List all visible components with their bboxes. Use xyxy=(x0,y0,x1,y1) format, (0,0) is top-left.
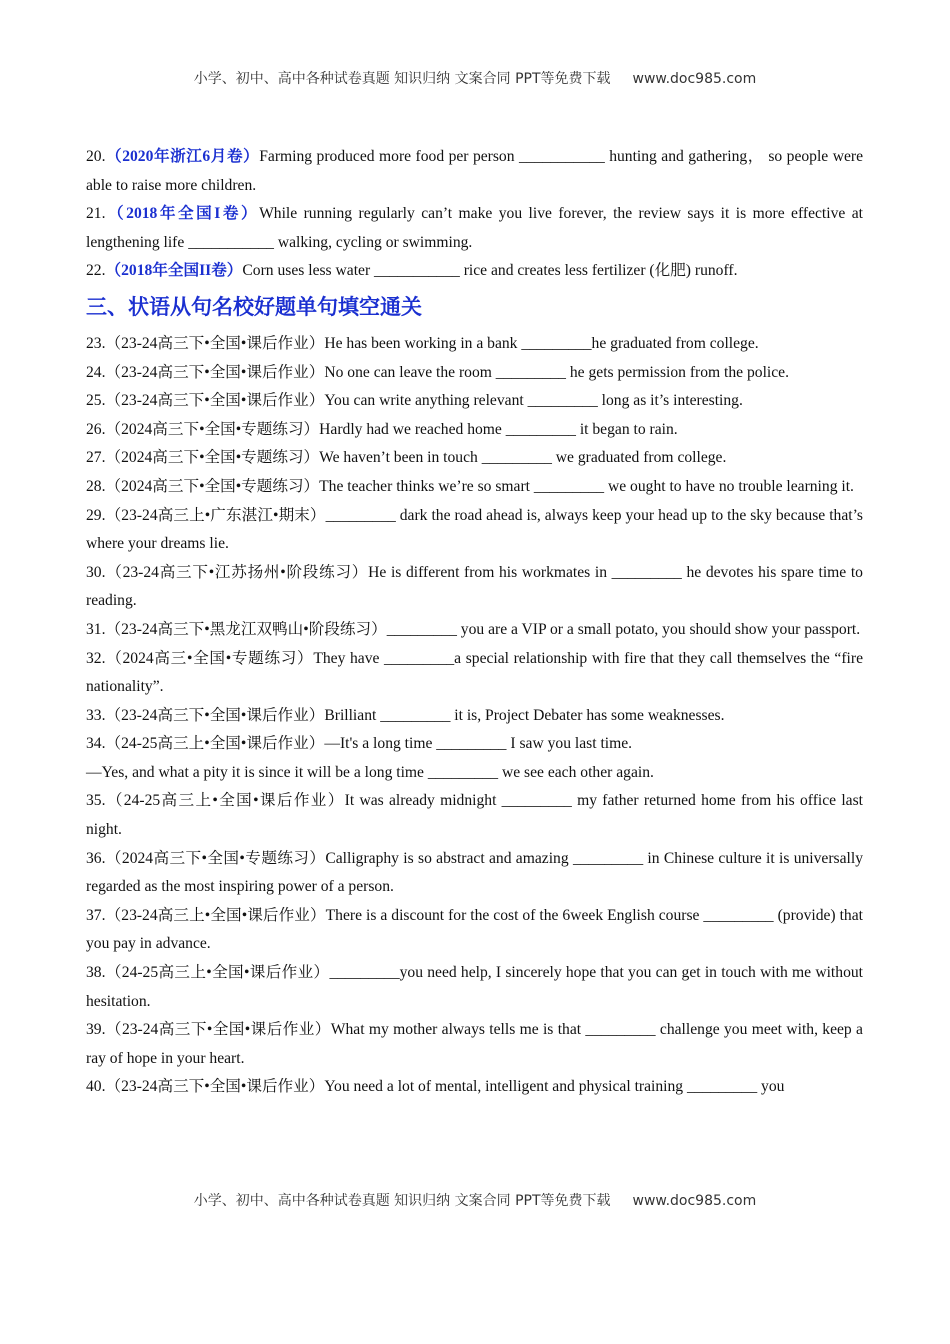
question-text: What my mother always tells me is that _________ challenge you meet with, keep a ray of hope in your heart. xyxy=(86,1021,863,1067)
question-item xyxy=(86,559,863,616)
question-item xyxy=(86,845,863,902)
question-reply: —Yes, and what a pity it is since it will be a long time _________ we see each other again. xyxy=(86,763,654,781)
question-number: 24. xyxy=(86,363,106,381)
question-source: （23-24高三下•黑龙江双鸭山•阶段练习） xyxy=(105,620,387,638)
question-text: You can write anything relevant _________ long as it’s interesting. xyxy=(324,392,743,410)
question-item xyxy=(86,1073,863,1102)
question-source: （2024高三下•全国•专题练习） xyxy=(105,477,320,495)
question-number: 31. xyxy=(86,620,106,638)
question-text: We haven’t been in touch _________ we graduated from college. xyxy=(319,449,727,467)
question-text: They have _________a special relationship with fire that they call themselves the “fire nationality”. xyxy=(86,649,863,696)
question-number: 22. xyxy=(86,262,106,280)
question-item xyxy=(86,143,863,200)
question-source: （2024高三下•全国•专题练习） xyxy=(105,849,326,867)
question-number: 27. xyxy=(86,449,106,467)
question-text: You need a lot of mental, intelligent and physical training _________ you xyxy=(324,1078,785,1096)
question-text: He is different from his workmates in _________ he devotes his spare time to reading. xyxy=(86,563,863,610)
footer-site: www.doc985.com xyxy=(632,1193,757,1209)
question-number: 25. xyxy=(86,392,106,410)
question-text: _________you need help, I sincerely hope that you can get in touch with me without hesitation. xyxy=(86,964,863,1010)
question-item xyxy=(86,902,863,959)
question-text: Farming produced more food per person ___________ hunting and gathering， so people were able to raise more children. xyxy=(86,148,863,194)
question-source: （23-24高三下•全国•课后作业） xyxy=(105,1021,331,1039)
question-source: （2020年浙江6月卷） xyxy=(105,148,260,165)
section-school-questions xyxy=(86,330,863,1102)
question-text: Brilliant _________ it is, Project Debater has some weaknesses. xyxy=(324,706,725,724)
question-source: （23-24高三下•全国•课后作业） xyxy=(105,1078,325,1096)
question-number: 26. xyxy=(86,420,106,438)
question-text: —It's a long time _________ I saw you last time. xyxy=(324,735,633,753)
question-item xyxy=(86,616,863,645)
question-source: （23-24高三下•全国•课后作业） xyxy=(105,392,325,410)
question-text: _________ you are a VIP or a small potato, you should show your passport. xyxy=(386,620,861,638)
question-text: The teacher thinks we’re so smart _________ we ought to have no trouble learning it. xyxy=(319,477,854,495)
question-source: （2024高三下•全国•专题练习） xyxy=(105,420,320,438)
question-source: （23-24高三上•广东湛江•期末） xyxy=(105,506,326,524)
question-text: He has been working in a bank _________he graduated from college. xyxy=(324,334,759,352)
question-item xyxy=(86,959,863,1016)
question-text: Calligraphy is so abstract and amazing _________ in Chinese culture it is universally regarded as the most inspiring power of a person. xyxy=(86,849,864,896)
page-header xyxy=(0,68,950,88)
question-number: 32. xyxy=(86,649,106,667)
question-source: （2024高三•全国•专题练习） xyxy=(105,649,314,667)
question-text: There is a discount for the cost of the 6week English course _________ (provide) that you pay in advance. xyxy=(86,906,863,953)
question-source: （24-25高三上•全国•课后作业） xyxy=(105,735,325,753)
question-item xyxy=(86,730,863,759)
footer-text: 小学、初中、高中各种试卷真题 知识归纳 文案合同 PPT等免费下载 xyxy=(193,1193,611,1209)
question-item xyxy=(86,200,863,257)
question-number: 28. xyxy=(86,477,106,495)
question-number: 30. xyxy=(86,563,106,581)
question-item xyxy=(86,359,863,388)
question-text: Corn uses less water ___________ rice and creates less fertilizer (化肥) runoff. xyxy=(242,262,738,280)
question-item xyxy=(86,787,863,844)
question-item xyxy=(86,330,863,359)
question-number: 40. xyxy=(86,1078,106,1096)
question-number: 35. xyxy=(86,792,106,810)
question-item xyxy=(86,444,863,473)
question-number: 33. xyxy=(86,706,106,724)
header-text: 小学、初中、高中各种试卷真题 知识归纳 文案合同 PPT等免费下载 xyxy=(193,71,611,87)
header-site: www.doc985.com xyxy=(632,71,757,87)
question-item xyxy=(86,502,863,559)
question-item xyxy=(86,473,863,502)
question-text: Hardly had we reached home _________ it began to rain. xyxy=(319,420,678,438)
question-number: 21. xyxy=(86,205,106,223)
question-source: （2024高三下•全国•专题练习） xyxy=(105,449,320,467)
question-source: （23-24高三下•全国•课后作业） xyxy=(105,706,325,724)
question-source: （24-25高三上•全国•课后作业） xyxy=(105,964,330,982)
question-item xyxy=(86,702,863,731)
section-gaokao-questions xyxy=(86,143,863,286)
question-text: It was already midnight _________ my father returned home from his office last night. xyxy=(86,792,863,839)
question-item xyxy=(86,645,863,702)
document-body xyxy=(86,143,863,1102)
question-number: 20. xyxy=(86,148,106,165)
question-text: _________ dark the road ahead is, always keep your head up to the sky because that’s where your dreams lie. xyxy=(86,506,863,553)
question-item xyxy=(86,387,863,416)
question-source: （23-24高三上•全国•课后作业） xyxy=(105,906,326,924)
question-item xyxy=(86,1016,863,1073)
question-number: 37. xyxy=(86,906,106,924)
section-title: 三、状语从句名校好题单句填空通关 xyxy=(86,294,422,319)
question-number: 39. xyxy=(86,1021,106,1039)
question-source: （2018年全国II卷） xyxy=(105,262,243,280)
question-number: 34. xyxy=(86,735,106,753)
question-text: While running regularly can’t make you live forever, the review says it is more effective at lengthening life ___________ walking, cycling or swimming. xyxy=(86,205,863,251)
question-item xyxy=(86,416,863,445)
question-number: 38. xyxy=(86,964,106,982)
question-source: （23-24高三下•全国•课后作业） xyxy=(105,363,325,381)
question-source: （23-24高三下•全国•课后作业） xyxy=(105,334,325,352)
question-number: 23. xyxy=(86,334,106,352)
question-source: （23-24高三下•江苏扬州•阶段练习） xyxy=(105,563,369,581)
question-source: （24-25高三上•全国•课后作业） xyxy=(105,792,345,810)
question-number: 36. xyxy=(86,849,106,867)
question-text: No one can leave the room _________ he gets permission from the police. xyxy=(324,363,790,381)
question-item xyxy=(86,257,863,286)
page-footer xyxy=(0,1190,950,1210)
question-number: 29. xyxy=(86,506,106,524)
question-source: （2018年全国I卷） xyxy=(105,205,260,223)
